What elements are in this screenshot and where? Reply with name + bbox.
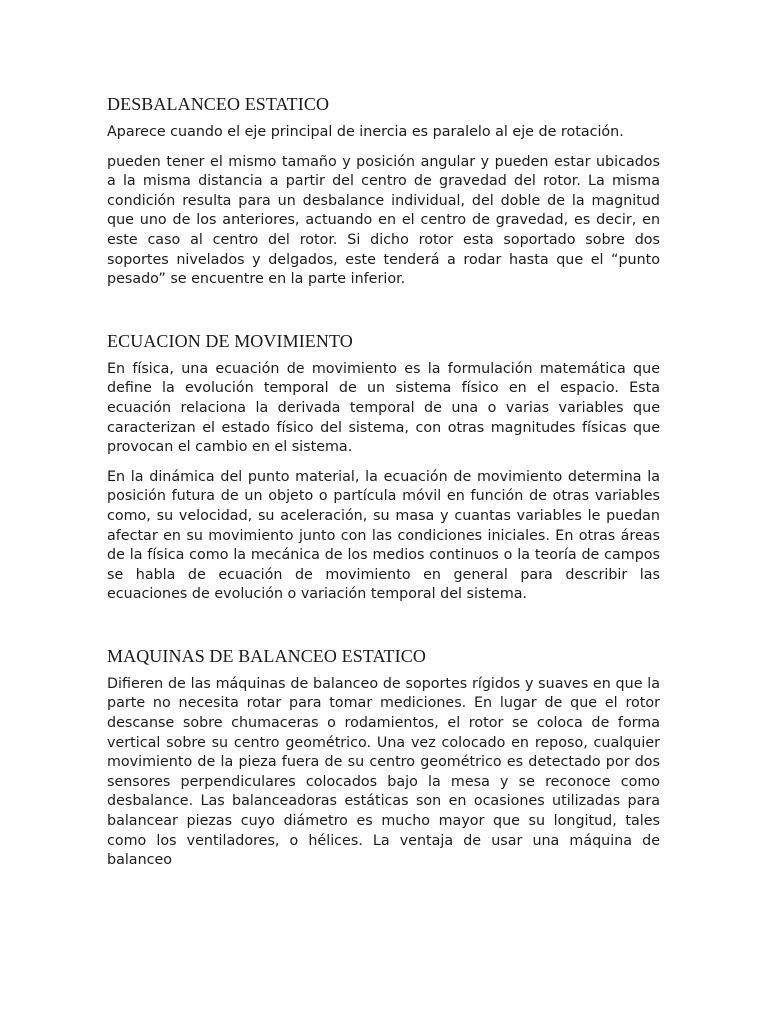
document-page — [107, 91, 660, 871]
paragraph-ecuacion-definition: En física, una ecuación de movimiento es la formulación matemática que define la evolución temporal de un sistema físico en el espacio. Esta ecuación relaciona la derivada temporal de una o varias variables que caracterizan el estado físico del sistema, con otras magnitudes físicas que provocan el cambio en el sistema. — [107, 360, 660, 456]
section-heading-ecuacion-de-movimiento: ECUACION DE MOVIMIENTO — [107, 330, 353, 351]
paragraph-definition: Aparece cuando el eje principal de inercia es paralelo al eje de rotación. — [107, 124, 624, 140]
paragraph-desbalance-detail: pueden tener el mismo tamaño y posición angular y pueden estar ubicados a la misma distancia a partir del centro de gravedad del rotor. La misma condición resulta para un desbalance individual, del doble de la magnitud que uno de los anteriores, actuando en el centro de gravedad, es decir, en este caso al centro del rotor. Si dicho rotor esta soportado sobre dos soportes nivelados y delgados, este tenderá a rodar hasta que el “punto pesado” se encuentre en la parte inferior. — [107, 153, 660, 288]
paragraph-dinamica-punto-material: En la dinámica del punto material, la ecuación de movimiento determina la posición futura de un objeto o partícula móvil en función de otras variables como, su velocidad, su aceleración, su masa y cuantas variables le puedan afectar en su movimiento junto con las condiciones iniciales. En otras áreas de la física como la mecánica de los medios continuos o la teoría de campos se habla de ecuación de movimiento en general para describir las ecuaciones de evolución o variación temporal del sistema. — [107, 468, 660, 603]
section-heading-desbalanceo-estatico: DESBALANCEO ESTATICO — [107, 94, 330, 114]
section-heading-maquinas-balanceo-estatico: MAQUINAS DE BALANCEO ESTATICO — [107, 645, 426, 666]
paragraph-maquinas-description: Difieren de las máquinas de balanceo de soportes rígidos y suaves en que la parte no necesita rotar para tomar mediciones. En lugar de que el rotor descanse sobre chumaceras o rodamientos, el rotor se coloca de forma vertical sobre su centro geométrico. Una vez colocado en reposo, cualquier movimiento de la pieza fuera de su centro geométrico es detectado por dos sensores perpendiculares colocados bajo la mesa y se reconoce como desbalance. Las balanceadoras estáticas son en ocasiones utilizadas para balancear piezas cuyo diámetro es mucho mayor que su longitud, tales como los ventiladores, o hélices. La ventaja de usar una máquina de balanceo — [107, 675, 660, 869]
